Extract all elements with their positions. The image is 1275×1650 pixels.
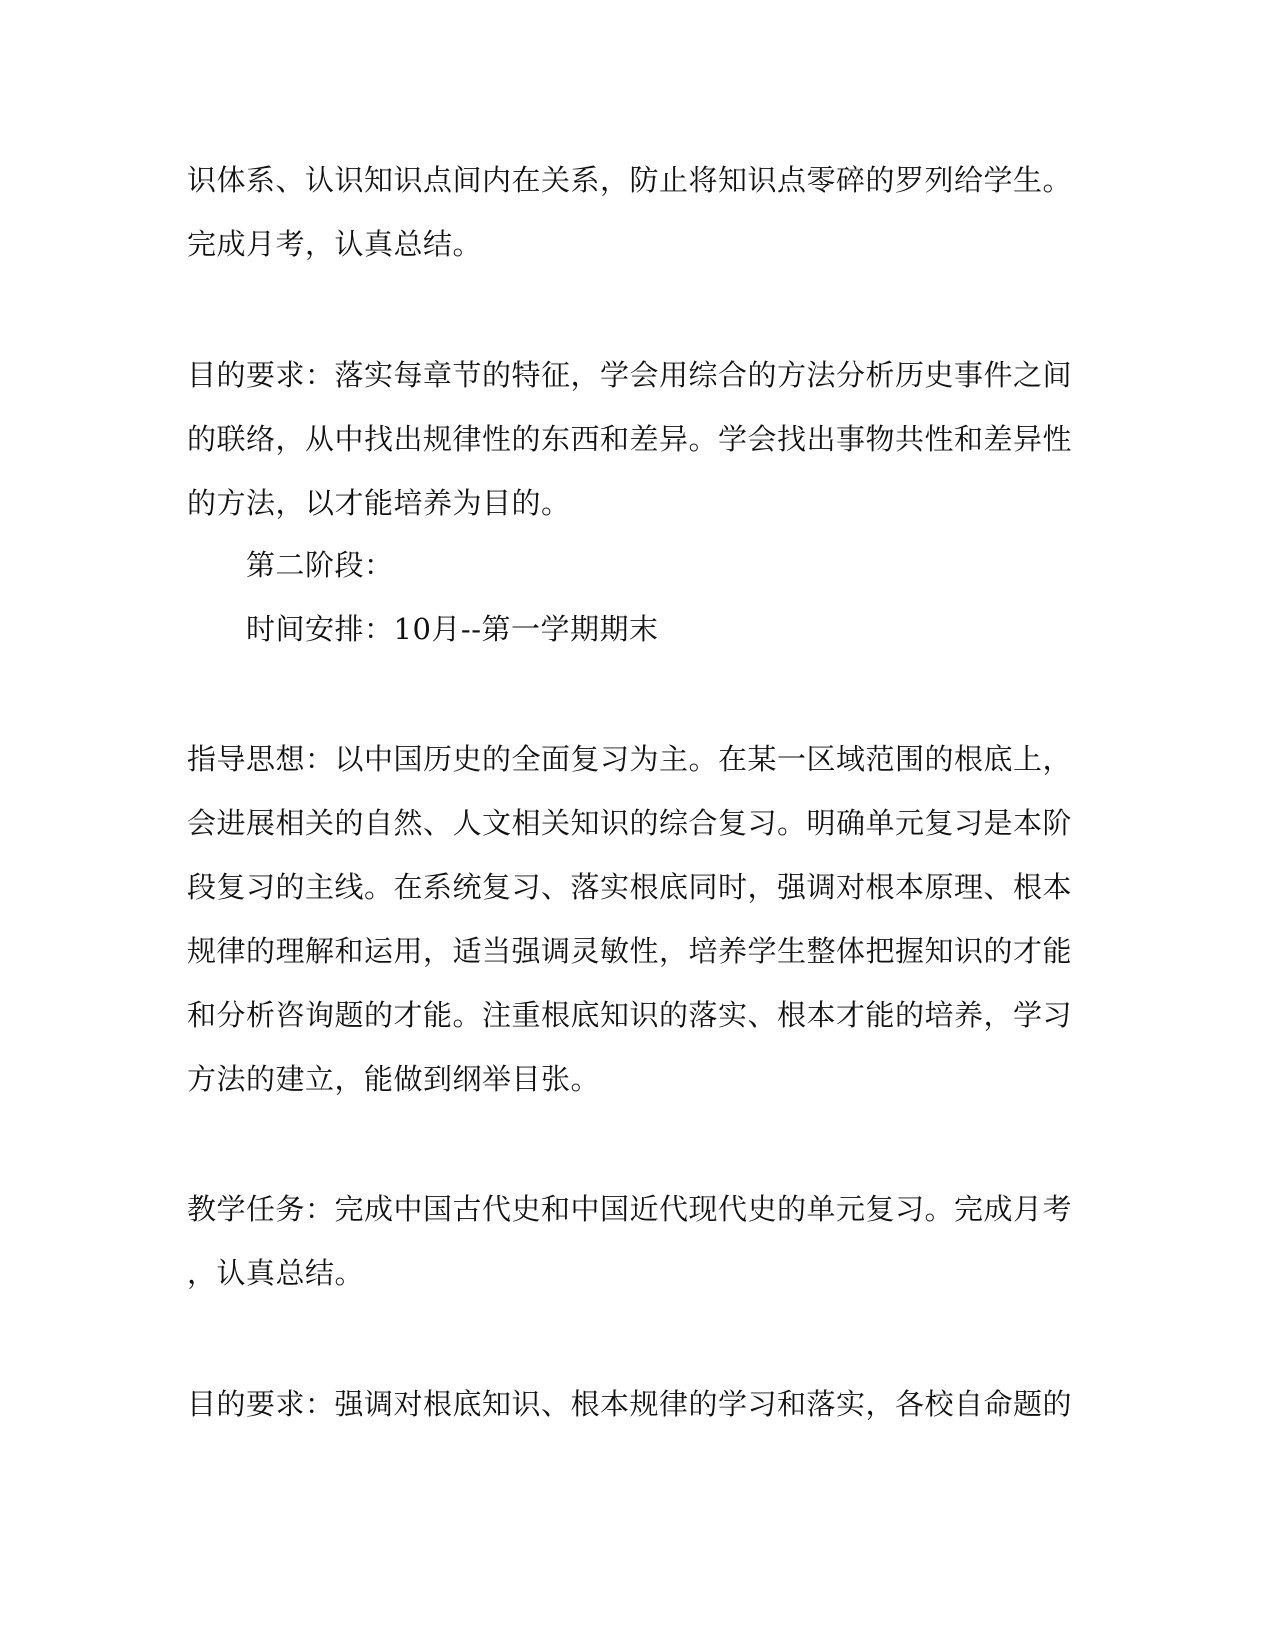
- text-line: 规律的理解和运用，适当强调灵敏性，培养学生整体把握知识的才能: [187, 934, 1073, 968]
- text-line: 指导思想：以中国历史的全面复习为主。在某一区域范围的根底上，: [187, 742, 1073, 776]
- text-line: 的联络，从中找出规律性的东西和差异。学会找出事物共性和差异性: [187, 422, 1073, 456]
- text-line: 目的要求：落实每章节的特征，学会用综合的方法分析历史事件之间: [187, 358, 1073, 392]
- section-heading: 第二阶段：: [246, 548, 394, 582]
- text-line: ，认真总结。: [187, 1256, 365, 1290]
- text-line: 和分析咨询题的才能。注重根底知识的落实、根本才能的培养，学习: [187, 998, 1073, 1032]
- text-line: 教学任务：完成中国古代史和中国近代现代史的单元复习。完成月考: [187, 1192, 1073, 1226]
- text-line: 完成月考，认真总结。: [187, 227, 483, 261]
- text-line: 会进展相关的自然、人文相关知识的综合复习。明确单元复习是本阶: [187, 806, 1073, 840]
- text-line: 段复习的主线。在系统复习、落实根底同时，强调对根本原理、根本: [187, 870, 1073, 904]
- text-line: 目的要求：强调对根底知识、根本规律的学习和落实，各校自命题的: [187, 1387, 1073, 1421]
- text-line: 识体系、认识知识点间内在关系，防止将知识点零碎的罗列给学生。: [187, 163, 1073, 197]
- text-line: 的方法，以才能培养为目的。: [187, 486, 571, 520]
- text-line: 方法的建立，能做到纲举目张。: [187, 1062, 601, 1096]
- text-line: 时间安排：10月--第一学期期末: [246, 612, 659, 646]
